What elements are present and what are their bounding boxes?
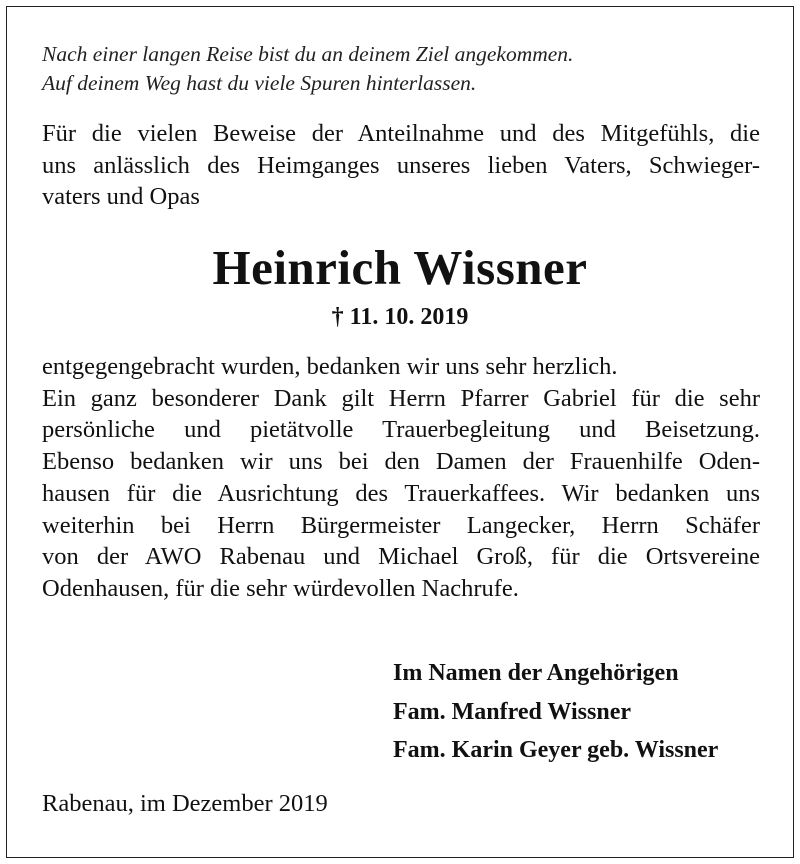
intro-paragraph xyxy=(42,118,760,213)
deceased-name: Heinrich Wissner xyxy=(212,240,588,295)
thanks-line: Ein ganz besonderer Dank gilt Herrn Pfarrer Gabriel für die sehr xyxy=(42,384,760,412)
intro-line: vaters und Opas xyxy=(42,183,200,211)
thanks-line: persönliche und pietätvolle Trauerbegleitung und Beisetzung. xyxy=(42,416,760,444)
thanks-line: von der AWO Rabenau und Michael Groß, für die Ortsvereine xyxy=(42,543,760,571)
signature-block xyxy=(393,654,773,770)
signature-line: Fam. Karin Geyer geb. Wissner xyxy=(393,737,719,763)
thanks-line: Odenhausen, für die sehr würdevollen Nachrufe. xyxy=(42,574,519,602)
death-date: † 11. 10. 2019 xyxy=(331,304,469,330)
signature-line: Im Namen der Angehörigen xyxy=(393,660,679,686)
intro-line: uns anlässlich des Heimganges unseres lieben Vaters, Schwieger- xyxy=(42,151,760,179)
thanks-line: weiterhin bei Herrn Bürgermeister Langecker, Herrn Schäfer xyxy=(42,511,760,539)
thanks-line: Ebenso bedanken wir uns bei den Damen der Frauenhilfe Oden- xyxy=(42,448,760,476)
thanks-paragraph xyxy=(42,351,760,605)
thanks-line: hausen für die Ausrichtung des Trauerkaffees. Wir bedanken uns xyxy=(42,479,760,507)
signature-line: Fam. Manfred Wissner xyxy=(393,698,631,725)
motto xyxy=(42,40,762,98)
thanks-line: entgegengebracht wurden, bedanken wir uns sehr herzlich. xyxy=(42,353,618,380)
place-date: Rabenau, im Dezember 2019 xyxy=(42,790,328,817)
motto-line: Auf deinem Weg hast du viele Spuren hinterlassen. xyxy=(42,71,477,95)
motto-line: Nach einer langen Reise bist du an deinem Ziel angekommen. xyxy=(42,42,574,66)
intro-line: Für die vielen Beweise der Anteilnahme und des Mitgefühls, die xyxy=(42,120,760,147)
